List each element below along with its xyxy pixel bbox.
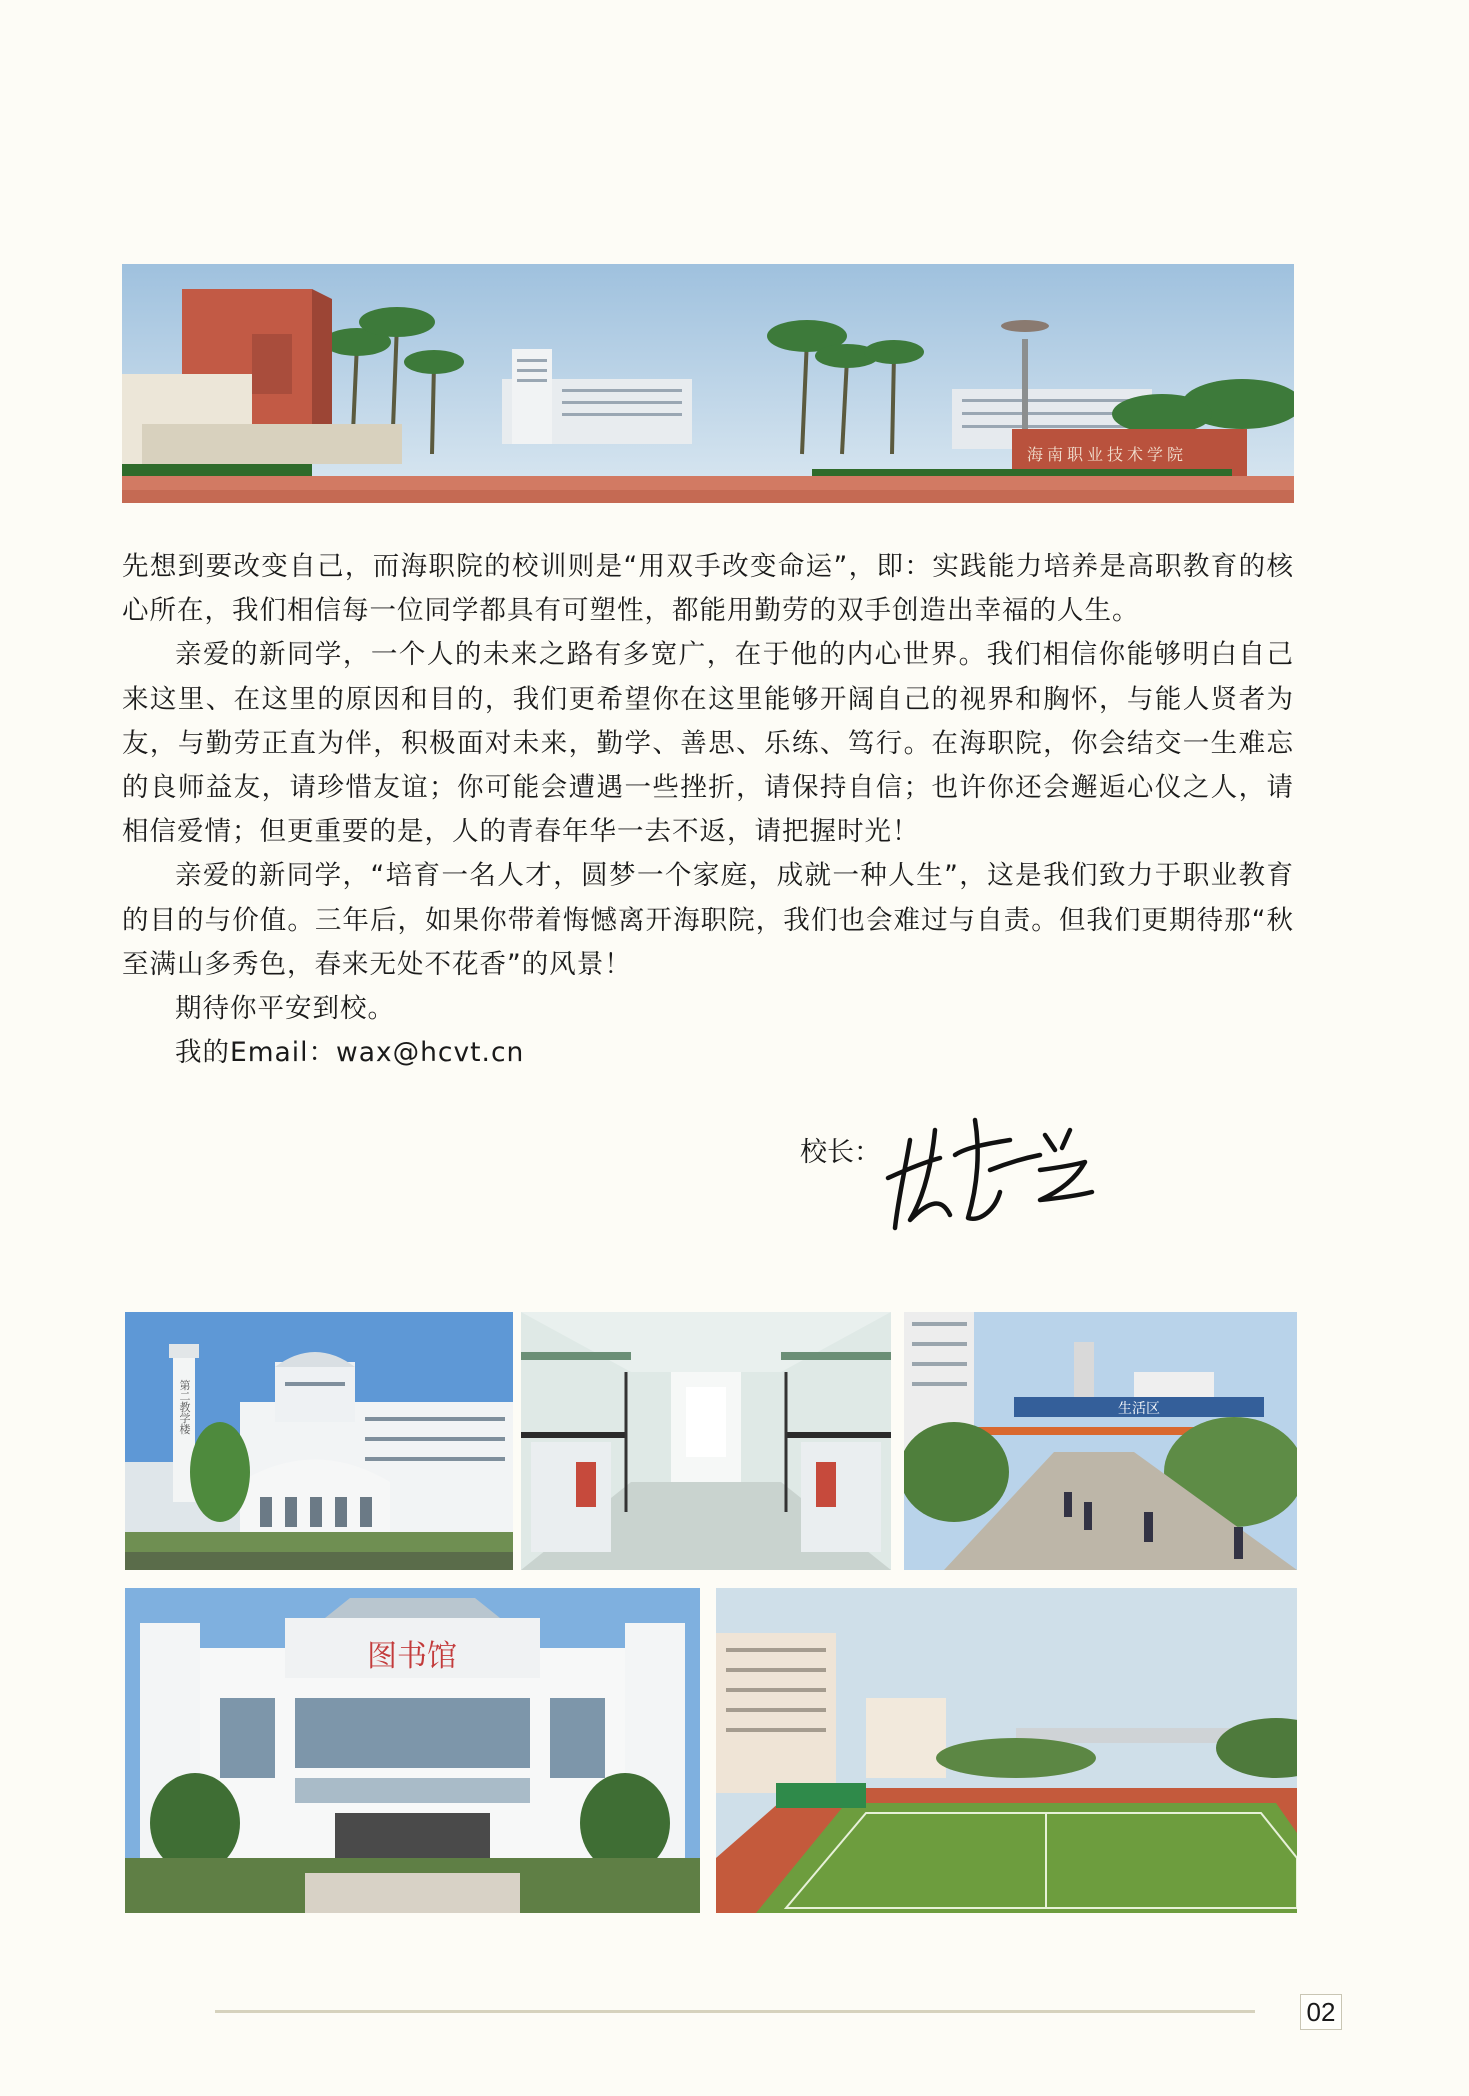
library-photo bbox=[125, 1588, 700, 1913]
dormitory-photo bbox=[521, 1312, 891, 1570]
handwritten-signature bbox=[880, 1100, 1110, 1240]
library-facade-text: 图书馆 bbox=[367, 1640, 457, 1673]
letter-body bbox=[122, 545, 1294, 1075]
paragraph-4: 期待你平安到校。 bbox=[175, 993, 395, 1025]
svg-text:海 南 职 业 技 术 学 院: 海 南 职 业 技 术 学 院 bbox=[1027, 447, 1184, 464]
signature-label: 校长： bbox=[800, 1137, 881, 1168]
living-area-sign: 生活区 bbox=[1118, 1401, 1160, 1417]
living-area-photo bbox=[904, 1312, 1297, 1570]
sports-field-photo bbox=[716, 1588, 1297, 1913]
campus-gate-photo bbox=[122, 264, 1294, 503]
footer-rule bbox=[215, 2010, 1255, 2013]
paragraph-2: 亲爱的新同学，一个人的未来之路有多宽广，在于他的内心世界。我们相信你能够明白自己来这里、在这里的原因和目的，我们更希望你在这里能够开阔自己的视界和胸怀，与能人贤者为友，与勤劳正直为伴，积极面对未来，勤学、善思、乐练、笃行。在海职院，你会结交一生难忘的良师益友，请珍惜友谊；你可能会遭遇一些挫折，请保持自信；也许你还会邂逅心仪之人，请相信爱情；但更重要的是，人的青春年华一去不返，请把握时光！ bbox=[122, 639, 1294, 848]
teaching-building-photo bbox=[125, 1312, 513, 1570]
email-line: 我的Email：wax@hcvt.cn bbox=[175, 1037, 525, 1069]
svg-text:第二教学楼: 第二教学楼 bbox=[178, 1379, 190, 1435]
paragraph-1: 先想到要改变自己，而海职院的校训则是“用双手改变命运”，即：实践能力培养是高职教育的核心所在，我们相信每一位同学都具有可塑性，都能用勤劳的双手创造出幸福的人生。 bbox=[122, 551, 1294, 627]
paragraph-3: 亲爱的新同学，“培育一名人才，圆梦一个家庭，成就一种人生”，这是我们致力于职业教育的目的与价值。三年后，如果你带着悔憾离开海职院，我们也会难过与自责。但我们更期待那“秋至满山多秀色，春来无处不花香”的风景！ bbox=[122, 860, 1294, 980]
page-number: 02 bbox=[1300, 1994, 1342, 2030]
